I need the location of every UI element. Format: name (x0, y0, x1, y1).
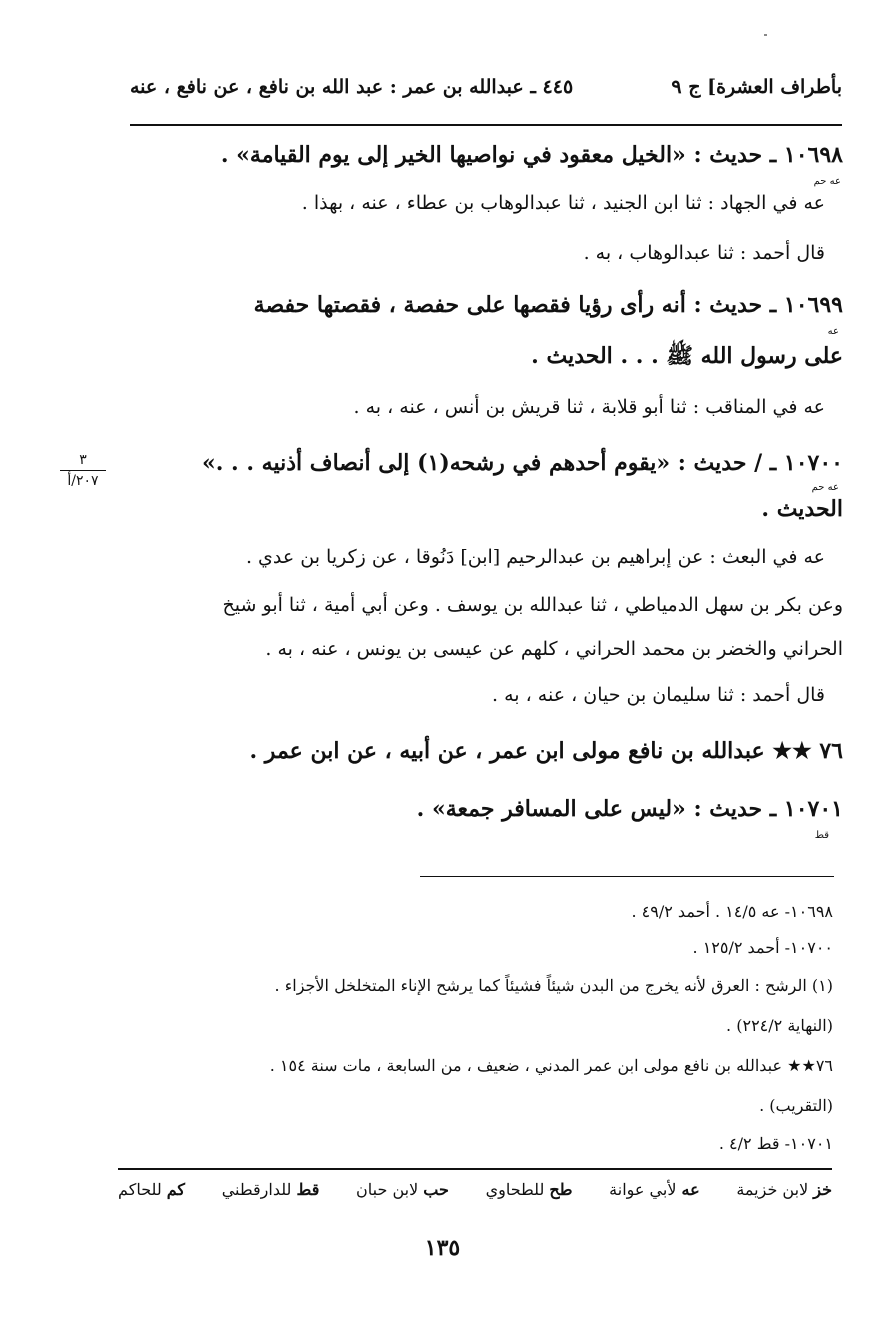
legend-abbr: خز (813, 1180, 832, 1199)
hadith-10700-isnad-2: وعن بكر بن سهل الدمياطي ، ثنا عبدالله بن يوسف . وعن أبي أمية ، ثنا أبو شيخ (222, 594, 843, 616)
page-number: ١٣٥ (424, 1235, 461, 1261)
legend-abbr: عه (681, 1180, 700, 1199)
footnote-line: ١٠٦٩٨- عه ١٤/٥ . أحمد ٤٩/٢ . (631, 902, 833, 921)
hadith-10699-title-1 (254, 292, 843, 318)
legend-item (222, 1180, 320, 1199)
footnote-line: ٧٦★★ عبدالله بن نافع مولى ابن عمر المدني ، ضعيف ، من السابعة ، مات سنة ١٥٤ . (269, 1056, 833, 1075)
legend-name: للطحاوي (485, 1180, 545, 1199)
legend-name: لابن خزيمة (736, 1180, 809, 1199)
legend-abbr: طح (549, 1180, 573, 1199)
legend-item (609, 1180, 700, 1199)
folio-page: ٢٠٧/أ (67, 473, 99, 489)
running-head-chapter: ٤٤٥ ـ عبدالله بن عمر : عبد الله بن نافع ، عن نافع ، عنه (130, 76, 574, 98)
header-rule (130, 124, 842, 126)
hadith-text: ـ حديث : «الخيل معقود في نواصيها الخير إلى يوم القيامة» . (220, 142, 777, 168)
hadith-10698-sigla: عه حم (813, 176, 841, 187)
footnote-rule (420, 876, 834, 877)
manuscript-folio-note (56, 452, 110, 489)
hadith-10700-title-1 (202, 450, 843, 476)
legend-item (736, 1180, 832, 1199)
legend-rule (118, 1168, 832, 1170)
hadith-10700-isnad-1: عه في البعث : عن إبراهيم بن عبدالرحيم [ابن] دَنُوقا ، عن زكريا بن عدي . (245, 546, 825, 568)
abbreviation-legend (118, 1180, 832, 1199)
hadith-number: ١٠٦٩٩ (783, 292, 843, 318)
hadith-10700-title-2: الحديث . (761, 496, 843, 522)
hadith-10699-sigla: عه (827, 326, 839, 337)
hadith-number: ١٠٦٩٨ (783, 142, 843, 168)
hadith-10701-sigla: قط (814, 830, 829, 841)
hadith-10700-isnad-4: قال أحمد : ثنا سليمان بن حيان ، عنه ، به . (492, 684, 825, 706)
hadith-10698-isnad-1: عه في الجهاد : ثنا ابن الجنيد ، ثنا عبدالوهاب بن عطاء ، عنه ، بهذا . (301, 192, 825, 214)
hadith-10698-title (221, 142, 843, 168)
footnote-line: ١٠٧٠١- قط ٤/٢ . (718, 1134, 833, 1153)
running-head (130, 76, 842, 98)
hadith-10698-isnad-2: قال أحمد : ثنا عبدالوهاب ، به . (583, 242, 825, 264)
legend-abbr: قط (296, 1180, 320, 1199)
narrator-76-heading: ٧٦ ★★ عبدالله بن نافع مولى ابن عمر ، عن أبيه ، عن ابن عمر . (249, 738, 843, 764)
folio-divider (60, 470, 106, 471)
hadith-text: ـ حديث : «ليس على المسافر جمعة» . (416, 796, 777, 822)
legend-name: للحاكم (118, 1180, 162, 1199)
hadith-text: ـ حديث : أنه رأى رؤيا فقصها على حفصة ، فقصتها حفصة (253, 292, 777, 318)
footnote-line: ١٠٧٠٠- أحمد ١٢٥/٢ . (692, 938, 833, 957)
hadith-10699-title-2: على رسول الله ﷺ . . . الحديث . (531, 343, 843, 369)
hadith-10700-sigla: عه حم (811, 482, 839, 493)
hadith-10701-title (417, 796, 843, 822)
hadith-10699-isnad-1: عه في المناقب : ثنا أبو قلابة ، ثنا قريش بن أنس ، عنه ، به . (353, 396, 825, 418)
legend-abbr: كم (166, 1180, 186, 1199)
legend-name: لابن حبان (356, 1180, 419, 1199)
hadith-number: ١٠٧٠٠ (783, 450, 843, 476)
footnote-line: (التقريب) . (759, 1096, 833, 1115)
folio-number: ٣ (79, 452, 87, 468)
legend-item (356, 1180, 449, 1199)
hadith-number: ١٠٧٠١ (783, 796, 843, 822)
scan-mark (764, 34, 767, 36)
legend-item (118, 1180, 185, 1199)
legend-name: لأبي عوانة (609, 1180, 677, 1199)
hadith-10700-isnad-3: الحراني والخضر بن محمد الحراني ، كلهم عن عيسى بن يونس ، عنه ، به . (265, 638, 843, 660)
running-head-volume: بأطراف العشرة] ج ٩ (671, 76, 842, 98)
hadith-text: ـ / حديث : «يقوم أحدهم في رشحه(١) إلى أنصاف أذنيه . . .» (201, 450, 777, 476)
legend-item (486, 1180, 573, 1199)
footnote-line: (١) الرشح : العرق لأنه يخرج من البدن شيئاً فشيئاً كما يرشح الإناء المتخلخل الأجزاء . (274, 976, 833, 995)
footnote-line: (النهاية ٢٢٤/٢) . (726, 1016, 833, 1035)
legend-name: للدارقطني (221, 1180, 292, 1199)
legend-abbr: حب (423, 1180, 449, 1199)
